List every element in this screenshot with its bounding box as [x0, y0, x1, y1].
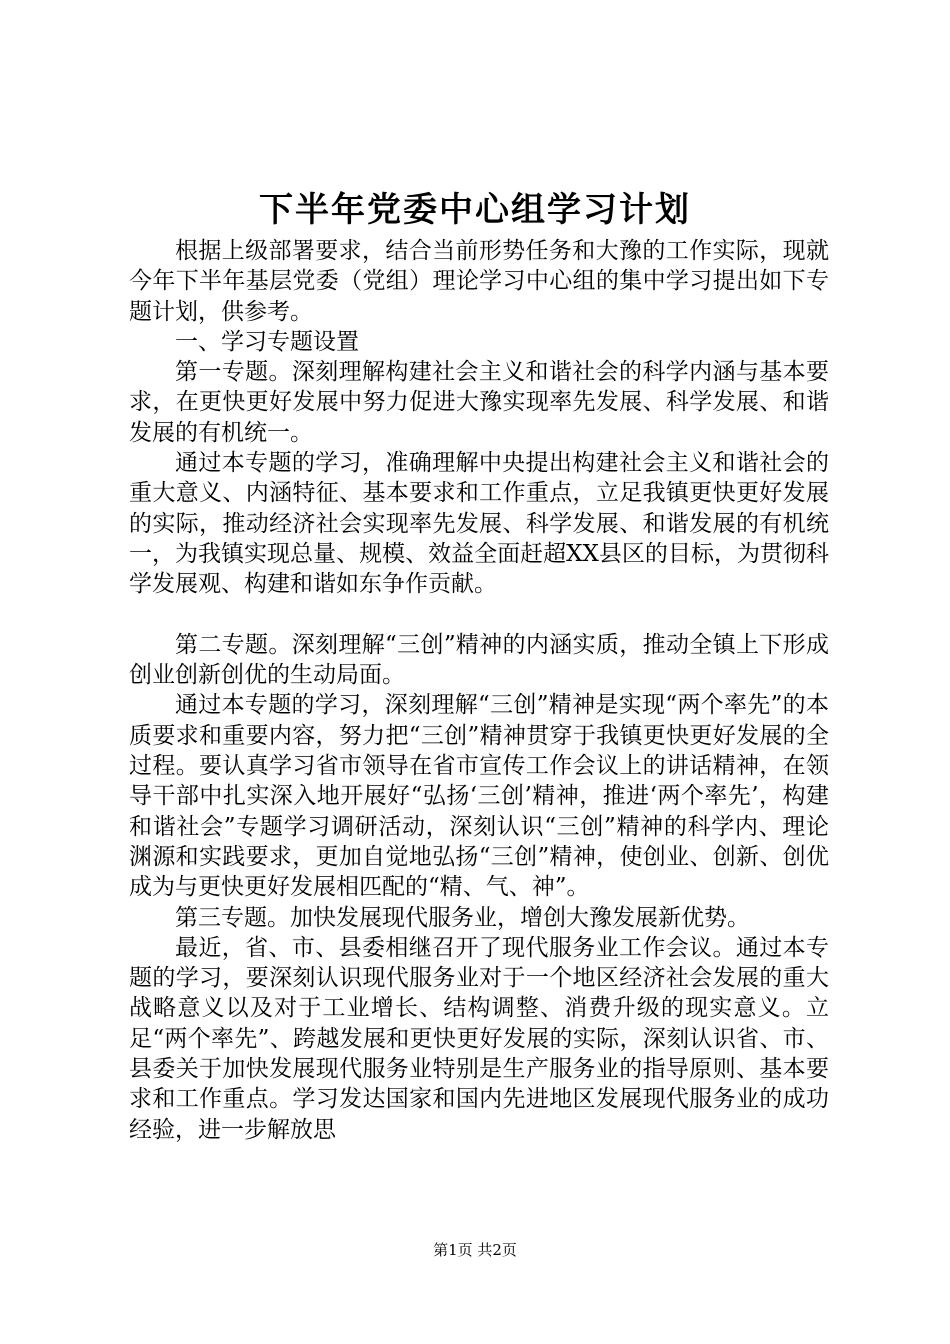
paragraph-spacer [129, 600, 829, 630]
topic-3-heading: 第三专题。加快发展现代服务业，增创大豫发展新优势。 [175, 904, 750, 931]
paragraph-intro: 根据上级部署要求，结合当前形势任务和大豫的工作实际，现就今年下半年基层党委（党组）理论学习中心组的集中学习提出如下专题计划，供参考。 [129, 238, 829, 325]
topic-2-body: 通过本专题的学习，深刻理解“三创”精神是实现“两个率先”的本质要求和重要内容，努力把“三创”精神贯穿于我镇更快更好发展的全过程。要认真学习省市领导在省市宣传工作会议上的讲话精神，在领导干部中扎实深入地开展好“弘扬‘三创’精神，推进‘两个率先’，构建和谐社会”专题学习调研活动，深刻认识“三创”精神的科学内、理论渊源和实践要求，更加自觉地弘扬“三创”精神，使创业、创新、创优成为与更快更好发展相匹配的“精、气、神”。 [129, 692, 829, 901]
document-body [129, 236, 829, 1145]
topic-1-body: 通过本专题的学习，准确理解中央提出构建社会主义和谐社会的重大意义、内涵特征、基本要求和工作重点，立足我镇更快更好发展的实际，推动经济社会实现率先发展、科学发展、和谐发展的有机统一，为我镇实现总量、规模、效益全面赶超XX县区的目标，为贯彻科学发展观、构建和谐如东争作贡献。 [129, 450, 829, 598]
page-footer: 第1页 共2页 [433, 1241, 517, 1259]
topic-3-body: 最近，省、市、县委相继召开了现代服务业工作会议。通过本专题的学习，要深刻认识现代服务业对于一个地区经济社会发展的重大战略意义以及对于工业增长、结构调整、消费升级的现实意义。立足“两个率先”、跨越发展和更快更好发展的实际，深刻认识省、市、县委关于加快发展现代服务业特别是生产服务业的指导原则、基本要求和工作重点。学习发达国家和国内先进地区发展现代服务业的成功经验，进一步解放思 [129, 934, 829, 1143]
section-heading: 一、学习专题设置 [175, 328, 359, 355]
topic-2-heading: 第二专题。深刻理解“三创”精神的内涵实质，推动全镇上下形成创业创新创优的生动局面。 [129, 631, 829, 689]
topic-1-heading: 第一专题。深刻理解构建社会主义和谐社会的科学内涵与基本要求，在更快更好发展中努力促进大豫实现率先发展、科学发展、和谐发展的有机统一。 [129, 359, 829, 446]
document-title: 下半年党委中心组学习计划 [259, 190, 691, 230]
